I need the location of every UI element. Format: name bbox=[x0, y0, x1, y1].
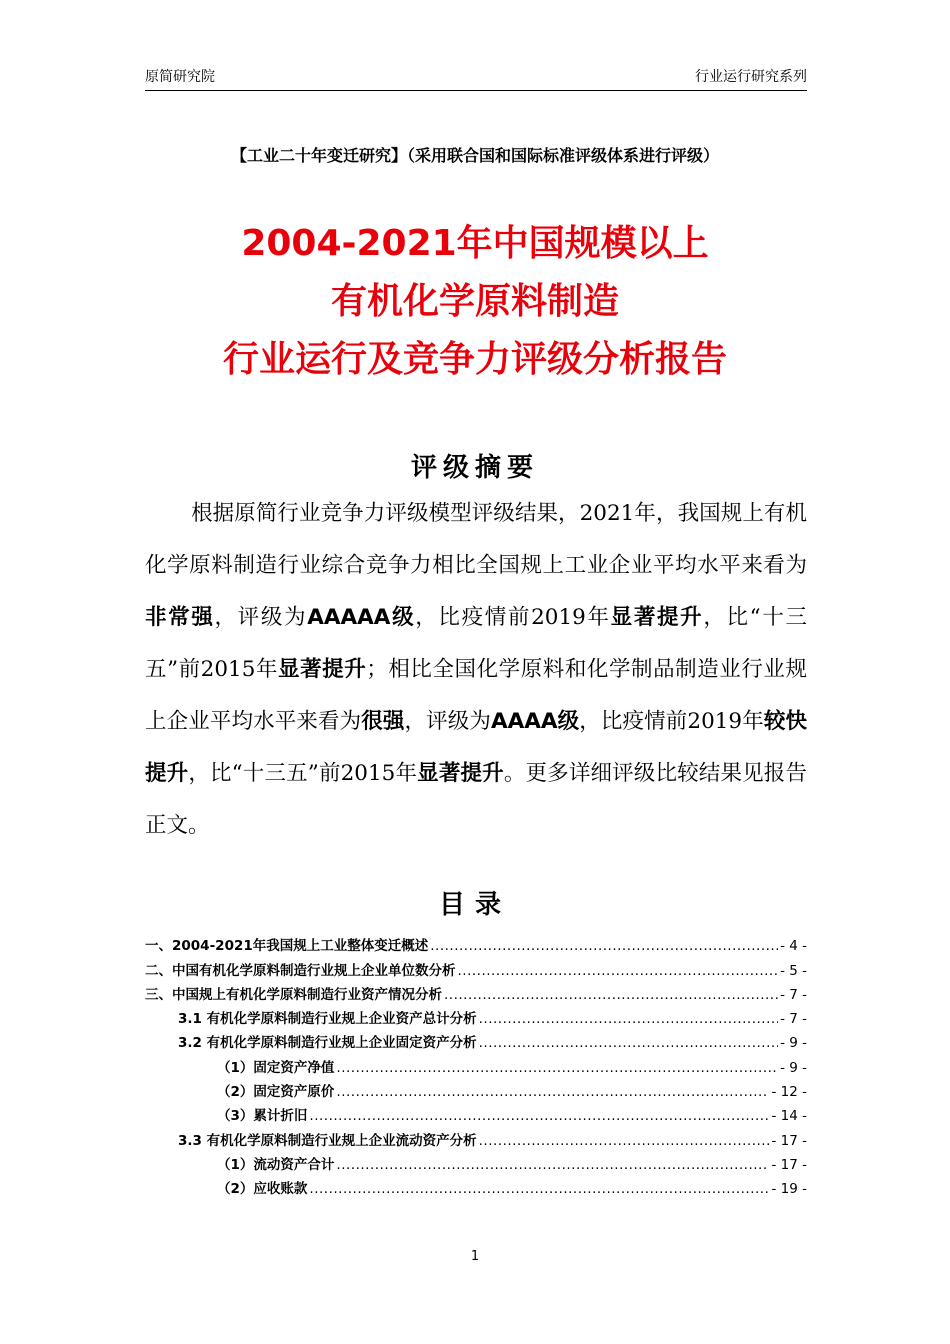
abstract-text: 根据原简行业竞争力评级模型评级结果，2021年，我国规上有机化学原料制造行业综合竞争力相比全国规上工业企业平均水平来看为 bbox=[145, 501, 807, 578]
abstract-text: ，比疫情前2019年 bbox=[579, 709, 764, 734]
abstract-emphasis: 较快提升 bbox=[145, 709, 807, 786]
toc-leader bbox=[479, 1035, 778, 1051]
page-number: 1 bbox=[470, 1249, 480, 1264]
toc-entry-page: - 17 - bbox=[771, 1132, 807, 1149]
toc-entry[interactable] bbox=[145, 1051, 807, 1075]
toc-leader bbox=[309, 1181, 769, 1197]
abstract-text: ，比“十三五”前2015年 bbox=[188, 761, 418, 786]
report-title bbox=[0, 215, 950, 389]
abstract-text: 。更多详细评级比较结果见报告正文。 bbox=[145, 761, 807, 838]
toc-leader bbox=[479, 1011, 778, 1027]
abstract-emphasis: AAAA级 bbox=[490, 709, 580, 734]
abstract-text: ，评级为 bbox=[404, 709, 491, 734]
page-header bbox=[145, 66, 807, 88]
toc-entry-page: - 14 - bbox=[771, 1108, 807, 1125]
toc-entry[interactable] bbox=[145, 1027, 807, 1051]
toc-leader bbox=[336, 1084, 769, 1100]
toc-entry-label: 一、2004-2021年我国规上工业整体变迁概述 bbox=[145, 938, 429, 955]
toc-leader bbox=[336, 1060, 778, 1076]
toc-entry[interactable] bbox=[145, 1173, 807, 1197]
toc-entry[interactable] bbox=[145, 954, 807, 978]
toc-entry-page: - 4 - bbox=[780, 938, 807, 955]
toc-entry[interactable] bbox=[145, 1100, 807, 1124]
abstract-body bbox=[145, 488, 807, 852]
abstract-emphasis: 非常强 bbox=[145, 605, 215, 630]
toc-entry-label: （1）固定资产净值 bbox=[217, 1059, 335, 1076]
toc-entry-label: （1）流动资产合计 bbox=[217, 1156, 335, 1173]
abstract-emphasis: 显著提升 bbox=[278, 657, 367, 682]
toc-entry[interactable] bbox=[145, 1076, 807, 1100]
abstract-emphasis: 很强 bbox=[361, 709, 405, 734]
abstract-text: ，评级为 bbox=[214, 605, 308, 630]
toc-entry-page: - 19 - bbox=[771, 1181, 807, 1198]
toc-entry-label: （3）累计折旧 bbox=[217, 1108, 308, 1125]
toc-leader bbox=[458, 963, 779, 979]
toc-entry-label: 3.3 有机化学原料制造行业规上企业流动资产分析 bbox=[178, 1132, 477, 1149]
toc-entry[interactable] bbox=[145, 1149, 807, 1173]
toc-entry-page: - 17 - bbox=[771, 1156, 807, 1173]
toc-leader bbox=[444, 987, 778, 1003]
toc-entry-label: （2）应收账款 bbox=[217, 1181, 308, 1198]
header-institute: 原简研究院 bbox=[145, 69, 215, 85]
toc-entry-page: - 7 - bbox=[780, 1011, 807, 1028]
abstract-text: ；相比全国化学原料和化学制品制造业行业规上企业平均水平来看为 bbox=[145, 657, 807, 734]
abstract-emphasis: 显著提升 bbox=[610, 605, 704, 630]
header-divider bbox=[145, 90, 807, 91]
abstract-emphasis: 显著提升 bbox=[417, 761, 504, 786]
toc-leader bbox=[479, 1133, 770, 1149]
toc-entry-label: （2）固定资产原价 bbox=[217, 1084, 335, 1101]
toc-entry-page: - 9 - bbox=[780, 1059, 807, 1076]
toc-entry[interactable] bbox=[145, 1003, 807, 1027]
toc-entry-page: - 5 - bbox=[780, 962, 807, 979]
abstract-text: ，比疫情前2019年 bbox=[415, 605, 611, 630]
title-line-3: 行业运行及竞争力评级分析报告 bbox=[222, 339, 727, 380]
toc-entry-page: - 12 - bbox=[771, 1084, 807, 1101]
toc-leader bbox=[336, 1157, 769, 1173]
title-line-2: 有机化学原料制造 bbox=[330, 281, 619, 322]
abstract-emphasis: AAAAA级 bbox=[307, 605, 416, 630]
toc-leader bbox=[430, 938, 778, 954]
toc-entry-label: 3.2 有机化学原料制造行业规上企业固定资产分析 bbox=[178, 1035, 477, 1052]
toc-entry-page: - 9 - bbox=[780, 1035, 807, 1052]
toc-entry-label: 3.1 有机化学原料制造行业规上企业资产总计分析 bbox=[178, 1011, 477, 1028]
abstract-text: ，比“十三五”前2015年 bbox=[145, 605, 808, 682]
toc-leader bbox=[309, 1108, 769, 1124]
series-label: 【工业二十年变迁研究】（采用联合国和国际标准评级体系进行评级） bbox=[230, 146, 719, 165]
toc-entry[interactable] bbox=[145, 930, 807, 954]
table-of-contents bbox=[145, 930, 807, 1197]
header-series: 行业运行研究系列 bbox=[695, 69, 807, 85]
toc-entry[interactable] bbox=[145, 979, 807, 1003]
title-line-1: 2004-2021年中国规模以上 bbox=[241, 223, 709, 264]
toc-entry-label: 三、中国规上有机化学原料制造行业资产情况分析 bbox=[145, 986, 442, 1003]
toc-entry-label: 二、中国有机化学原料制造行业规上企业单位数分析 bbox=[145, 962, 456, 979]
toc-heading: 目录 bbox=[438, 890, 511, 920]
abstract-heading: 评级摘要 bbox=[410, 453, 539, 483]
toc-entry-page: - 7 - bbox=[780, 986, 807, 1003]
toc-entry[interactable] bbox=[145, 1124, 807, 1148]
